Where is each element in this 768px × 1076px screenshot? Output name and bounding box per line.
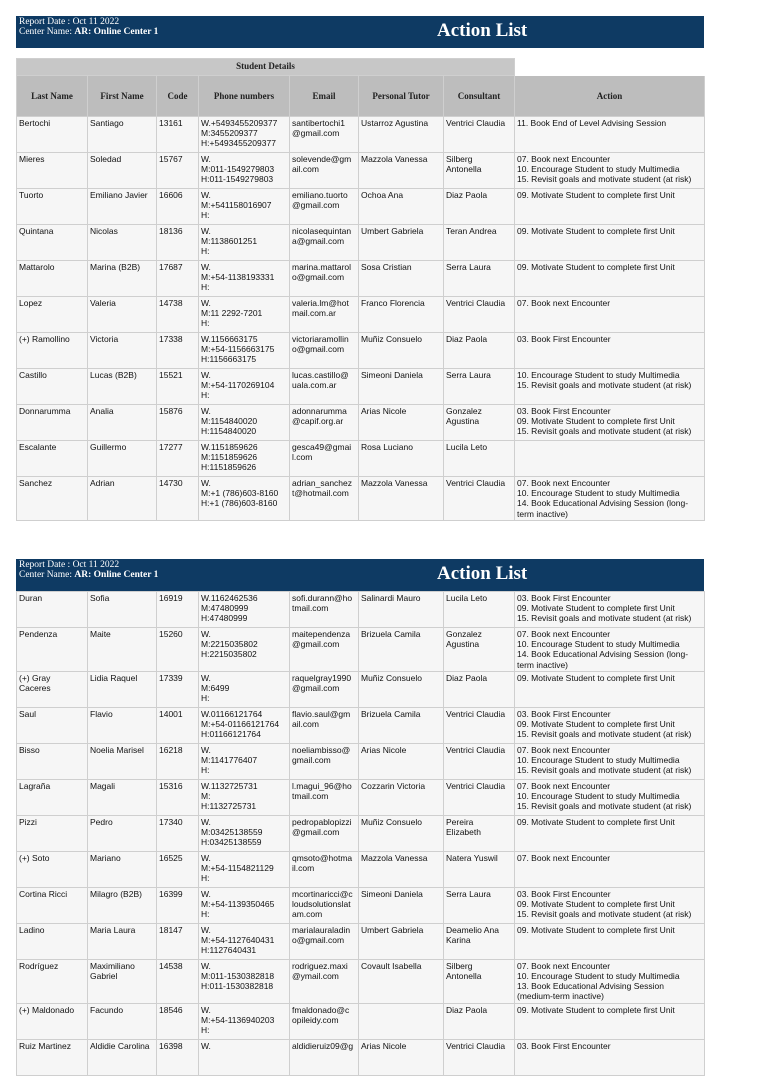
- first-name-cell: Lucas (B2B): [88, 369, 157, 405]
- action-cell: 07. Book next Encounter 10. Encourage Student to study Multimedia 15. Revisit goals and motivate student (at risk): [515, 743, 705, 779]
- table-row: [17, 117, 705, 153]
- action-cell: 11. Book End of Level Advising Session: [515, 117, 705, 153]
- center-name-label: Center Name:: [19, 27, 73, 37]
- first-name-cell: Victoria: [88, 333, 157, 369]
- tutor-cell: Simeoni Daniela: [359, 369, 444, 405]
- last-name-cell: Castillo: [17, 369, 88, 405]
- email-cell: noeliambisso@ gmail.com: [290, 743, 359, 779]
- tutor-cell: Simeoni Daniela: [359, 887, 444, 923]
- code-cell: 18136: [157, 225, 199, 261]
- first-name-cell: Valeria: [88, 297, 157, 333]
- report-header: [16, 16, 704, 48]
- code-cell: 14001: [157, 707, 199, 743]
- tutor-cell: Rosa Luciano: [359, 441, 444, 477]
- last-name-cell: Mieres: [17, 153, 88, 189]
- consultant-cell: Ventrici Claudia: [444, 1039, 515, 1075]
- table-row: [17, 225, 705, 261]
- report-meta: [19, 17, 158, 37]
- consultant-cell: Gonzalez Agustina: [444, 628, 515, 672]
- column-header: Consultant: [444, 76, 515, 117]
- tutor-cell: Arias Nicole: [359, 405, 444, 441]
- code-cell: 15876: [157, 405, 199, 441]
- table-row: [17, 959, 705, 1003]
- code-cell: 17339: [157, 671, 199, 707]
- center-name: AR: Online Center 1: [74, 570, 159, 580]
- action-cell: 03. Book First Encounter 09. Motivate Student to complete first Unit 15. Revisit goals and motivate student (at risk): [515, 592, 705, 628]
- phone-cell: W. M:6499 H:: [199, 671, 290, 707]
- last-name-cell: Cortina Ricci: [17, 887, 88, 923]
- consultant-cell: Serra Laura: [444, 369, 515, 405]
- phone-cell: W. M:+54-1154821129 H:: [199, 851, 290, 887]
- spacer: [16, 48, 704, 58]
- action-cell: 09. Motivate Student to complete first Unit: [515, 671, 705, 707]
- first-name-cell: Pedro: [88, 815, 157, 851]
- first-name-cell: Magali: [88, 779, 157, 815]
- code-cell: 16399: [157, 887, 199, 923]
- tutor-cell: Ustarroz Agustina: [359, 117, 444, 153]
- email-cell: flavio.saul@gm ail.com: [290, 707, 359, 743]
- tutor-cell: Muñiz Consuelo: [359, 815, 444, 851]
- email-cell: l.magui_96@ho tmail.com: [290, 779, 359, 815]
- email-cell: marina.mattarol o@gmail.com: [290, 261, 359, 297]
- phone-cell: W. M:03425138559 H:03425138559: [199, 815, 290, 851]
- email-cell: maitependenza @gmail.com: [290, 628, 359, 672]
- last-name-cell: Tuorto: [17, 189, 88, 225]
- consultant-cell: Diaz Paola: [444, 189, 515, 225]
- consultant-cell: Lucila Leto: [444, 592, 515, 628]
- first-name-cell: Guillermo: [88, 441, 157, 477]
- tutor-cell: Sosa Cristian: [359, 261, 444, 297]
- consultant-cell: Diaz Paola: [444, 1003, 515, 1039]
- table-row: [17, 261, 705, 297]
- report-page-1: [16, 16, 704, 521]
- action-cell: 07. Book next Encounter: [515, 297, 705, 333]
- center-name: AR: Online Center 1: [74, 27, 159, 37]
- code-cell: 16919: [157, 592, 199, 628]
- first-name-cell: Aldidie Carolina: [88, 1039, 157, 1075]
- column-header: Action: [515, 76, 705, 117]
- table-row: [17, 189, 705, 225]
- first-name-cell: Mariano: [88, 851, 157, 887]
- consultant-cell: Silberg Antonella: [444, 959, 515, 1003]
- consultant-cell: Serra Laura: [444, 887, 515, 923]
- last-name-cell: Bertochi: [17, 117, 88, 153]
- first-name-cell: Facundo: [88, 1003, 157, 1039]
- email-cell: valeria.lm@hot mail.com.ar: [290, 297, 359, 333]
- action-cell: 07. Book next Encounter 10. Encourage Student to study Multimedia 15. Revisit goals and motivate student (at risk): [515, 779, 705, 815]
- action-cell: 07. Book next Encounter 10. Encourage Student to study Multimedia 13. Book Educational Advising Session (medium-term inactive): [515, 959, 705, 1003]
- report-title: Action List: [437, 563, 528, 584]
- first-name-cell: Marina (B2B): [88, 261, 157, 297]
- phone-cell: W. M:011-1549279803 H:011-1549279803: [199, 153, 290, 189]
- table-row: [17, 779, 705, 815]
- first-name-cell: Milagro (B2B): [88, 887, 157, 923]
- report-date: Oct 11 2022: [72, 17, 120, 27]
- code-cell: 14738: [157, 297, 199, 333]
- table-row: [17, 923, 705, 959]
- table-row: [17, 405, 705, 441]
- group-header-blank: [515, 59, 705, 76]
- phone-cell: W.1151859626 M:1151859626 H:1151859626: [199, 441, 290, 477]
- action-table: [16, 58, 705, 521]
- table-row: [17, 851, 705, 887]
- last-name-cell: Bisso: [17, 743, 88, 779]
- last-name-cell: Escalante: [17, 441, 88, 477]
- consultant-cell: Lucila Leto: [444, 441, 515, 477]
- consultant-cell: Deamelio Ana Karina: [444, 923, 515, 959]
- code-cell: 15767: [157, 153, 199, 189]
- action-cell: 03. Book First Encounter 09. Motivate Student to complete first Unit 15. Revisit goals and motivate student (at risk): [515, 707, 705, 743]
- first-name-cell: Sofia: [88, 592, 157, 628]
- table-row: [17, 815, 705, 851]
- email-cell: aldidieruiz09@g: [290, 1039, 359, 1075]
- last-name-cell: (+) Soto: [17, 851, 88, 887]
- email-cell: solevende@gm ail.com: [290, 153, 359, 189]
- tutor-cell: [359, 1003, 444, 1039]
- action-cell: 09. Motivate Student to complete first Unit: [515, 225, 705, 261]
- code-cell: 15316: [157, 779, 199, 815]
- action-cell: 09. Motivate Student to complete first Unit: [515, 261, 705, 297]
- table-row: [17, 887, 705, 923]
- phone-cell: W.1156663175 M:+54-1156663175 H:1156663175: [199, 333, 290, 369]
- email-cell: victoriaramollin o@gmail.com: [290, 333, 359, 369]
- table-row: [17, 297, 705, 333]
- first-name-cell: Santiago: [88, 117, 157, 153]
- tutor-cell: Covault Isabella: [359, 959, 444, 1003]
- report-date: Oct 11 2022: [72, 560, 120, 570]
- column-header: Email: [290, 76, 359, 117]
- code-cell: 17277: [157, 441, 199, 477]
- column-header: First Name: [88, 76, 157, 117]
- column-header: Last Name: [17, 76, 88, 117]
- consultant-cell: Ventrici Claudia: [444, 707, 515, 743]
- tutor-cell: Arias Nicole: [359, 743, 444, 779]
- last-name-cell: Saul: [17, 707, 88, 743]
- report-date-label: Report Date :: [19, 17, 71, 27]
- consultant-cell: Teran Andrea: [444, 225, 515, 261]
- consultant-cell: Gonzalez Agustina: [444, 405, 515, 441]
- code-cell: 15260: [157, 628, 199, 672]
- code-cell: 16218: [157, 743, 199, 779]
- last-name-cell: Donnarumma: [17, 405, 88, 441]
- first-name-cell: Adrian: [88, 477, 157, 521]
- action-table: [16, 591, 705, 1076]
- tutor-cell: Mazzola Vanessa: [359, 153, 444, 189]
- first-name-cell: Maria Laura: [88, 923, 157, 959]
- center-name-label: Center Name:: [19, 570, 73, 580]
- first-name-cell: Lidia Raquel: [88, 671, 157, 707]
- code-cell: 18546: [157, 1003, 199, 1039]
- consultant-cell: Ventrici Claudia: [444, 743, 515, 779]
- code-cell: 16525: [157, 851, 199, 887]
- action-cell: 09. Motivate Student to complete first Unit: [515, 1003, 705, 1039]
- action-cell: 09. Motivate Student to complete first Unit: [515, 189, 705, 225]
- action-cell: 07. Book next Encounter 10. Encourage Student to study Multimedia 14. Book Educational Advising Session (long-term inactive): [515, 477, 705, 521]
- report-meta: [19, 560, 158, 580]
- action-cell: 07. Book next Encounter 10. Encourage Student to study Multimedia 15. Revisit goals and motivate student (at risk): [515, 153, 705, 189]
- table-body: [17, 117, 705, 521]
- last-name-cell: Lopez: [17, 297, 88, 333]
- consultant-cell: Ventrici Claudia: [444, 117, 515, 153]
- table-row: [17, 1003, 705, 1039]
- report-header: [16, 559, 704, 591]
- last-name-cell: Pizzi: [17, 815, 88, 851]
- action-cell: 03. Book First Encounter: [515, 333, 705, 369]
- table-row: [17, 333, 705, 369]
- action-cell: 07. Book next Encounter: [515, 851, 705, 887]
- email-cell: lucas.castillo@ uala.com.ar: [290, 369, 359, 405]
- last-name-cell: Rodríguez: [17, 959, 88, 1003]
- first-name-cell: Maite: [88, 628, 157, 672]
- report-date-label: Report Date :: [19, 560, 71, 570]
- first-name-cell: Maximiliano Gabriel: [88, 959, 157, 1003]
- phone-cell: W. M:+54-1170269104 H:: [199, 369, 290, 405]
- table-row: [17, 1039, 705, 1075]
- tutor-cell: Muñiz Consuelo: [359, 671, 444, 707]
- first-name-cell: Flavio: [88, 707, 157, 743]
- tutor-cell: Ochoa Ana: [359, 189, 444, 225]
- column-header: Code: [157, 76, 199, 117]
- code-cell: 17338: [157, 333, 199, 369]
- first-name-cell: Nicolas: [88, 225, 157, 261]
- action-cell: 03. Book First Encounter: [515, 1039, 705, 1075]
- phone-cell: W. M:011-1530382818 H:011-1530382818: [199, 959, 290, 1003]
- first-name-cell: Soledad: [88, 153, 157, 189]
- phone-cell: W. M:+1 (786)603-8160 H:+1 (786)603-8160: [199, 477, 290, 521]
- first-name-cell: Noelia Marisel: [88, 743, 157, 779]
- last-name-cell: (+) Ramollino: [17, 333, 88, 369]
- action-cell: 10. Encourage Student to study Multimedia 15. Revisit goals and motivate student (at risk): [515, 369, 705, 405]
- email-cell: adrian_sanchez t@hotmail.com: [290, 477, 359, 521]
- action-cell: [515, 441, 705, 477]
- action-cell: 03. Book First Encounter 09. Motivate Student to complete first Unit 15. Revisit goals and motivate student (at risk): [515, 887, 705, 923]
- tutor-cell: Arias Nicole: [359, 1039, 444, 1075]
- consultant-cell: Ventrici Claudia: [444, 297, 515, 333]
- report-page-2: [16, 559, 704, 1076]
- last-name-cell: Ruiz Martinez: [17, 1039, 88, 1075]
- table-row: [17, 628, 705, 672]
- phone-cell: W. M:1154840020 H:1154840020: [199, 405, 290, 441]
- action-cell: 03. Book First Encounter 09. Motivate Student to complete first Unit 15. Revisit goals and motivate student (at risk): [515, 405, 705, 441]
- email-cell: pedropablopizzi @gmail.com: [290, 815, 359, 851]
- column-header-row: [17, 76, 705, 117]
- email-cell: rodriguez.maxi @ymail.com: [290, 959, 359, 1003]
- code-cell: 14538: [157, 959, 199, 1003]
- tutor-cell: Brizuela Camila: [359, 707, 444, 743]
- table-row: [17, 477, 705, 521]
- code-cell: 17340: [157, 815, 199, 851]
- table-row: [17, 592, 705, 628]
- code-cell: 16606: [157, 189, 199, 225]
- email-cell: mcortinaricci@c loudsolutionslat am.com: [290, 887, 359, 923]
- email-cell: marialauraladin o@gmail.com: [290, 923, 359, 959]
- email-cell: santibertochi1 @gmail.com: [290, 117, 359, 153]
- tutor-cell: Muñiz Consuelo: [359, 333, 444, 369]
- table-row: [17, 153, 705, 189]
- phone-cell: W.: [199, 1039, 290, 1075]
- phone-cell: W. M:+54-1136940203 H:: [199, 1003, 290, 1039]
- last-name-cell: Lagraña: [17, 779, 88, 815]
- phone-cell: W. M:11 2292-7201 H:: [199, 297, 290, 333]
- group-header: Student Details: [17, 59, 515, 76]
- table-body: [17, 592, 705, 1076]
- column-header: Personal Tutor: [359, 76, 444, 117]
- email-cell: gesca49@gmai l.com: [290, 441, 359, 477]
- tutor-cell: Franco Florencia: [359, 297, 444, 333]
- email-cell: emiliano.tuorto @gmail.com: [290, 189, 359, 225]
- table-row: [17, 671, 705, 707]
- consultant-cell: Pereira Elizabeth: [444, 815, 515, 851]
- phone-cell: W. M:1138601251 H:: [199, 225, 290, 261]
- last-name-cell: Mattarolo: [17, 261, 88, 297]
- consultant-cell: Diaz Paola: [444, 333, 515, 369]
- email-cell: qmsoto@hotma il.com: [290, 851, 359, 887]
- consultant-cell: Ventrici Claudia: [444, 477, 515, 521]
- phone-cell: W.01166121764 M:+54-01166121764 H:01166121764: [199, 707, 290, 743]
- phone-cell: W. M:+54-1138193331 H:: [199, 261, 290, 297]
- table-row: [17, 369, 705, 405]
- email-cell: sofi.durann@ho tmail.com: [290, 592, 359, 628]
- last-name-cell: Ladino: [17, 923, 88, 959]
- first-name-cell: Emiliano Javier: [88, 189, 157, 225]
- email-cell: adonnarumma @capif.org.ar: [290, 405, 359, 441]
- code-cell: 14730: [157, 477, 199, 521]
- report-title: Action List: [437, 20, 528, 41]
- last-name-cell: (+) Maldonado: [17, 1003, 88, 1039]
- tutor-cell: Mazzola Vanessa: [359, 477, 444, 521]
- email-cell: nicolasequintan a@gmail.com: [290, 225, 359, 261]
- code-cell: 13161: [157, 117, 199, 153]
- code-cell: 15521: [157, 369, 199, 405]
- phone-cell: W.+5493455209377 M:3455209377 H:+5493455209377: [199, 117, 290, 153]
- tutor-cell: Umbert Gabriela: [359, 225, 444, 261]
- phone-cell: W. M:+54-1139350465 H:: [199, 887, 290, 923]
- email-cell: fmaldonado@c opileidy.com: [290, 1003, 359, 1039]
- group-header-row: [17, 59, 705, 76]
- last-name-cell: Quintana: [17, 225, 88, 261]
- consultant-cell: Diaz Paola: [444, 671, 515, 707]
- phone-cell: W.1162462536 M:47480999 H:47480999: [199, 592, 290, 628]
- action-cell: 07. Book next Encounter 10. Encourage Student to study Multimedia 14. Book Educational Advising Session (long-term inactive): [515, 628, 705, 672]
- consultant-cell: Ventrici Claudia: [444, 779, 515, 815]
- table-row: [17, 743, 705, 779]
- phone-cell: W. M:+541158016907 H:: [199, 189, 290, 225]
- column-header: Phone numbers: [199, 76, 290, 117]
- tutor-cell: Brizuela Camila: [359, 628, 444, 672]
- phone-cell: W.1132725731 M: H:1132725731: [199, 779, 290, 815]
- code-cell: 18147: [157, 923, 199, 959]
- last-name-cell: Duran: [17, 592, 88, 628]
- tutor-cell: Salinardi Mauro: [359, 592, 444, 628]
- first-name-cell: Analia: [88, 405, 157, 441]
- tutor-cell: Umbert Gabriela: [359, 923, 444, 959]
- tutor-cell: Cozzarin Victoria: [359, 779, 444, 815]
- table-row: [17, 707, 705, 743]
- last-name-cell: Pendenza: [17, 628, 88, 672]
- email-cell: raquelgray1990 @gmail.com: [290, 671, 359, 707]
- action-cell: 09. Motivate Student to complete first Unit: [515, 815, 705, 851]
- consultant-cell: Silberg Antonella: [444, 153, 515, 189]
- consultant-cell: Serra Laura: [444, 261, 515, 297]
- phone-cell: W. M:2215035802 H:2215035802: [199, 628, 290, 672]
- action-cell: 09. Motivate Student to complete first Unit: [515, 923, 705, 959]
- last-name-cell: (+) Gray Caceres: [17, 671, 88, 707]
- table-row: [17, 441, 705, 477]
- consultant-cell: Natera Yuswil: [444, 851, 515, 887]
- last-name-cell: Sanchez: [17, 477, 88, 521]
- phone-cell: W. M:1141776407 H:: [199, 743, 290, 779]
- code-cell: 16398: [157, 1039, 199, 1075]
- phone-cell: W. M:+54-1127640431 H:1127640431: [199, 923, 290, 959]
- tutor-cell: Mazzola Vanessa: [359, 851, 444, 887]
- code-cell: 17687: [157, 261, 199, 297]
